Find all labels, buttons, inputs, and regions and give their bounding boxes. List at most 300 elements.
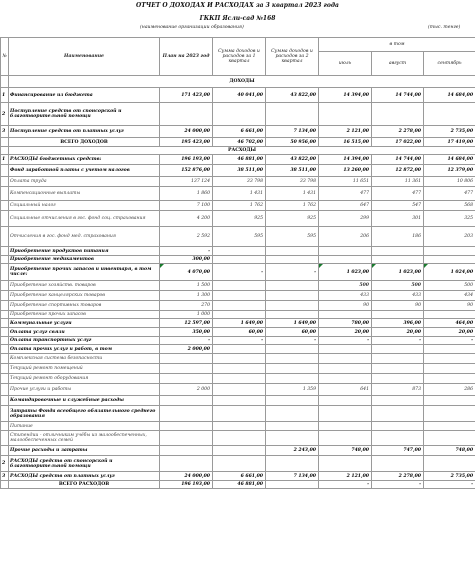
cell-m2: 14 744,00	[372, 155, 424, 165]
cell-q1: -	[213, 264, 266, 281]
row-label: Приобретение продуктов питания	[9, 247, 160, 256]
row-number	[1, 201, 9, 211]
row-number	[1, 481, 9, 489]
cell-m3	[424, 396, 475, 406]
table-row	[1, 364, 475, 374]
row-number	[1, 301, 9, 311]
cell-m3	[424, 374, 475, 384]
row-label: Питание	[9, 422, 160, 431]
cell-q2	[266, 396, 319, 406]
cell-q1: 925	[213, 211, 266, 227]
cell-m3: 12 379,00	[424, 165, 475, 177]
cell-plan: 137 124	[160, 177, 213, 187]
cell-m2	[372, 406, 424, 422]
cell-m2	[372, 431, 424, 446]
cell-q1	[213, 406, 266, 422]
row-label: РАСХОДЫ средств от спонсорской и благотворительной помощи	[9, 456, 160, 472]
cell-q2	[266, 256, 319, 264]
cell-m2: -	[372, 481, 424, 489]
cell-m2	[372, 422, 424, 431]
cell-q1	[213, 422, 266, 431]
cell-q2	[266, 301, 319, 311]
row-number: 2	[1, 456, 9, 472]
row-number	[1, 319, 9, 328]
cell-plan: 1 860	[160, 187, 213, 201]
cell-plan: 270	[160, 301, 213, 311]
cell-m1	[319, 256, 372, 264]
cell-m3: 203	[424, 227, 475, 247]
cell-m2: 301	[372, 211, 424, 227]
cell-plan: 2 000	[160, 384, 213, 396]
row-label: Приобретение хозяйств. товаров	[9, 281, 160, 291]
cell-m3	[424, 422, 475, 431]
row-label: Приобретение прочих запасов и инвентаря, в том числе:	[9, 264, 160, 281]
row-label: Прочие расходы и затраты	[9, 446, 160, 456]
cell-m3: 464,00	[424, 319, 475, 328]
cell-m3	[424, 247, 475, 256]
cell-m1	[319, 456, 372, 472]
row-number	[1, 177, 9, 187]
row-number	[1, 422, 9, 431]
cell-q2: 1 359	[266, 384, 319, 396]
cell-m3: 477	[424, 187, 475, 201]
cell-q1: 60,00	[213, 328, 266, 337]
cell-q1	[213, 301, 266, 311]
table-row	[1, 396, 475, 406]
cell-plan: 4 070,00	[160, 264, 213, 281]
table-row	[1, 227, 475, 247]
cell-m3: 434	[424, 291, 475, 301]
row-number	[1, 187, 9, 201]
table-row	[1, 481, 475, 489]
cell-m2	[372, 374, 424, 384]
table-row	[1, 264, 475, 281]
row-number	[1, 227, 9, 247]
table-row	[1, 456, 475, 472]
cell-m3: -	[424, 337, 475, 345]
cell-plan: 7 100	[160, 201, 213, 211]
cell-q2	[266, 374, 319, 384]
row-label: Затраты Фонда всеобщего обязательного среднего образования	[9, 406, 160, 422]
row-label: Отчисления в гос. фонд мед. страхования	[9, 227, 160, 247]
cell-q2	[266, 247, 319, 256]
cell-m3: 17 419,00	[424, 138, 475, 147]
table-row	[1, 406, 475, 422]
cell-q2: -	[266, 264, 319, 281]
row-label: Финансирование из бюджета	[9, 88, 160, 103]
cell-q2: 38 511,00	[266, 165, 319, 177]
cell-m1: -	[319, 481, 372, 489]
cell-m2: 873	[372, 384, 424, 396]
cell-q2	[266, 456, 319, 472]
cell-m2: 90	[372, 301, 424, 311]
cell-m3	[424, 406, 475, 422]
cell-m3	[424, 431, 475, 446]
cell-m3: 325	[424, 211, 475, 227]
cell-m1	[319, 247, 372, 256]
cell-q2	[266, 281, 319, 291]
cell-q2	[266, 422, 319, 431]
table-row	[1, 337, 475, 345]
cell-m1: 748,00	[319, 446, 372, 456]
cell-q1	[213, 431, 266, 446]
header-row-1	[1, 38, 475, 52]
row-label: Оплата услуг связи	[9, 328, 160, 337]
cell-m1: 1 023,00	[319, 264, 372, 281]
row-number	[1, 431, 9, 446]
row-label: Приобретение медикаментов	[9, 256, 160, 264]
table-row	[1, 328, 475, 337]
cell-q2: 1 649,00	[266, 319, 319, 328]
cell-m2: 20,00	[372, 328, 424, 337]
cell-q2: 33 798	[266, 177, 319, 187]
cell-q1: 1 649,00	[213, 319, 266, 328]
row-label: Прочие услуги и работы	[9, 384, 160, 396]
cell-m1	[319, 422, 372, 431]
row-number	[1, 281, 9, 291]
cell-m1: 2 121,00	[319, 126, 372, 138]
cell-m3: 90	[424, 301, 475, 311]
cell-m3: 2 735,00	[424, 472, 475, 481]
cell-m1: 14 394,00	[319, 88, 372, 103]
cell-m3: 748,00	[424, 446, 475, 456]
cell-m1	[319, 374, 372, 384]
cell-q2: 43 822,00	[266, 88, 319, 103]
cell-q1: 1 431	[213, 187, 266, 201]
table-row	[1, 88, 475, 103]
cell-q2	[266, 311, 319, 319]
row-label: ВСЕГО РАСХОДОВ	[9, 481, 160, 489]
cell-q1: 33 798	[213, 177, 266, 187]
cell-q1	[213, 291, 266, 301]
row-number	[1, 374, 9, 384]
cell-q1: 1 762	[213, 201, 266, 211]
cell-m3: 10 806	[424, 177, 475, 187]
row-label: Социальные отчисления в гос. фонд соц. страхования	[9, 211, 160, 227]
row-label: Командировочные и служебные расходы	[9, 396, 160, 406]
cell-m2: 747,00	[372, 446, 424, 456]
cell-m1: 20,00	[319, 328, 372, 337]
cell-q2	[266, 364, 319, 374]
row-label: Фонд заработной платы с учетом налогов	[9, 165, 160, 177]
table-row	[1, 103, 475, 126]
row-number: 1	[1, 88, 9, 103]
cell-m3: 14 684,00	[424, 155, 475, 165]
cell-plan	[160, 354, 213, 364]
cell-m3: 2 735,00	[424, 126, 475, 138]
cell-q1: 6 661,00	[213, 126, 266, 138]
cell-plan: 195 423,00	[160, 138, 213, 147]
cell-m3	[424, 345, 475, 354]
cell-plan	[160, 364, 213, 374]
cell-m2: 17 022,00	[372, 138, 424, 147]
cell-q1: 46 881,00	[213, 155, 266, 165]
unit-caption: (тыс. тенге)	[428, 25, 461, 30]
cell-plan: 2 592	[160, 227, 213, 247]
row-number	[1, 328, 9, 337]
cell-warning-marker	[319, 264, 323, 268]
row-number: 3	[1, 126, 9, 138]
cell-m2: 396,00	[372, 319, 424, 328]
cell-q1: -	[213, 337, 266, 345]
cell-plan	[160, 422, 213, 431]
cell-q2: 1 431	[266, 187, 319, 201]
cell-q2	[266, 431, 319, 446]
row-label: Поступление средств от спонсорской и благотворительной помощи	[9, 103, 160, 126]
row-label: РАСХОДЫ средств от платных услуг	[9, 472, 160, 481]
row-number: 2	[1, 103, 9, 126]
row-label: Комплексная система безопасности	[9, 354, 160, 364]
table-row	[1, 345, 475, 354]
cell-m1: 2 121,00	[319, 472, 372, 481]
row-number	[1, 138, 9, 147]
cell-m1	[319, 103, 372, 126]
row-label: Приобретение канцелярских товаров	[9, 291, 160, 301]
table-row	[1, 422, 475, 431]
cell-m2: 14 744,00	[372, 88, 424, 103]
table-row	[1, 201, 475, 211]
cell-plan	[160, 431, 213, 446]
cell-q2: 1 762	[266, 201, 319, 211]
row-label: Текущий ремонт оборудования	[9, 374, 160, 384]
cell-m2	[372, 345, 424, 354]
row-label: Компенсационные выплаты	[9, 187, 160, 201]
cell-m3	[424, 364, 475, 374]
cell-q1	[213, 364, 266, 374]
table-row	[1, 155, 475, 165]
table-row	[1, 319, 475, 328]
report-title: ОТЧЕТ О ДОХОДАХ И РАСХОДАХ за 3 квартал 2023 года	[136, 2, 339, 9]
cell-plan	[160, 406, 213, 422]
cell-plan: 1 500	[160, 281, 213, 291]
table-row	[1, 165, 475, 177]
cell-plan	[160, 374, 213, 384]
cell-m2	[372, 256, 424, 264]
table-row	[1, 472, 475, 481]
row-label: Оплата транспортных услуг	[9, 337, 160, 345]
cell-q2: 595	[266, 227, 319, 247]
cell-m2: 547	[372, 201, 424, 211]
cell-m3: 568	[424, 201, 475, 211]
cell-q1: 595	[213, 227, 266, 247]
row-label: Социальный налог	[9, 201, 160, 211]
cell-q2: 925	[266, 211, 319, 227]
cell-m2: 433	[372, 291, 424, 301]
section-spacer	[1, 76, 9, 88]
cell-m1: 14 394,00	[319, 155, 372, 165]
cell-q1	[213, 345, 266, 354]
cell-m1: 647	[319, 201, 372, 211]
cell-m3: 286	[424, 384, 475, 396]
row-label: Стипендии - отличникам учёбы из малообеспеченных, малообеспеченных семей	[9, 431, 160, 446]
cell-q1	[213, 384, 266, 396]
row-label: Оплата труда	[9, 177, 160, 187]
cell-m3	[424, 311, 475, 319]
cell-q1: 38 511,00	[213, 165, 266, 177]
col-header-q1: Сумма доходов и расходов за 1 квартал	[213, 38, 266, 76]
row-number	[1, 264, 9, 281]
cell-plan: 2 000,00	[160, 345, 213, 354]
cell-q2	[266, 354, 319, 364]
cell-q2: -	[266, 337, 319, 345]
col-header-no: №	[1, 38, 9, 76]
cell-plan: 1 300	[160, 291, 213, 301]
row-number: 3	[1, 472, 9, 481]
cell-q2: 7 134,00	[266, 472, 319, 481]
row-number	[1, 384, 9, 396]
cell-q1	[213, 396, 266, 406]
cell-m3: 1 024,00	[424, 264, 475, 281]
cell-m1: 16 515,00	[319, 138, 372, 147]
table-row	[1, 187, 475, 201]
row-number: 1	[1, 155, 9, 165]
cell-m1	[319, 406, 372, 422]
cell-plan: 1 000	[160, 311, 213, 319]
cell-plan	[160, 456, 213, 472]
table-row	[1, 281, 475, 291]
row-number	[1, 256, 9, 264]
table-row	[1, 177, 475, 187]
report-table-body	[1, 38, 475, 489]
organization-name: ГККП Ясли-сад №168	[199, 15, 276, 22]
cell-q2: 60,00	[266, 328, 319, 337]
cell-q1	[213, 103, 266, 126]
col-header-name: Наименование	[9, 38, 160, 76]
cell-plan	[160, 396, 213, 406]
cell-q2	[266, 345, 319, 354]
cell-warning-marker	[372, 264, 376, 268]
cell-q2	[266, 481, 319, 489]
cell-m2	[372, 247, 424, 256]
cell-q2	[266, 103, 319, 126]
cell-m2: 12 872,00	[372, 165, 424, 177]
row-number	[1, 364, 9, 374]
row-label: РАСХОДЫ бюджетных средств:	[9, 155, 160, 165]
cell-q1: 6 661,00	[213, 472, 266, 481]
cell-q2	[266, 406, 319, 422]
cell-plan: 4 200	[160, 211, 213, 227]
row-number	[1, 396, 9, 406]
cell-m3: -	[424, 481, 475, 489]
cell-q1	[213, 256, 266, 264]
table-row	[1, 311, 475, 319]
col-header-july: июль	[319, 52, 372, 76]
cell-m2: 500	[372, 281, 424, 291]
col-header-q2: Сумма доходов и расходов за 2 квартал	[266, 38, 319, 76]
cell-m2	[372, 311, 424, 319]
cell-q1	[213, 281, 266, 291]
cell-q2: 50 956,00	[266, 138, 319, 147]
cell-m1: 780,00	[319, 319, 372, 328]
cell-plan: -	[160, 337, 213, 345]
row-label: Текущий ремонт помещений	[9, 364, 160, 374]
cell-m3: 20,00	[424, 328, 475, 337]
cell-plan: 350,00	[160, 328, 213, 337]
cell-q1: 40 041,00	[213, 88, 266, 103]
col-header-august: август	[372, 52, 424, 76]
table-row	[1, 256, 475, 264]
cell-q1	[213, 311, 266, 319]
cell-plan: 12 597,00	[160, 319, 213, 328]
cell-m1	[319, 396, 372, 406]
section-spacer	[1, 147, 9, 155]
cell-m3: 14 684,00	[424, 88, 475, 103]
table-row	[1, 446, 475, 456]
cell-warning-marker	[424, 264, 428, 268]
cell-m3	[424, 103, 475, 126]
row-label: ВСЕГО ДОХОДОВ	[9, 138, 160, 147]
cell-q1: 46 702,00	[213, 138, 266, 147]
table-row	[1, 247, 475, 256]
cell-plan: 196 193,00	[160, 155, 213, 165]
cell-m1: 206	[319, 227, 372, 247]
cell-q1: 46 881,00	[213, 481, 266, 489]
table-row	[1, 126, 475, 138]
cell-m1: 477	[319, 187, 372, 201]
cell-m3	[424, 256, 475, 264]
row-label: Оплата прочих услуг и работ, в том	[9, 345, 160, 354]
cell-m1: 641	[319, 384, 372, 396]
table-row	[1, 374, 475, 384]
cell-plan: -	[160, 247, 213, 256]
row-number	[1, 337, 9, 345]
cell-m2: 186	[372, 227, 424, 247]
cell-m1	[319, 345, 372, 354]
cell-q2	[266, 291, 319, 301]
row-label: Коммунальные услуги	[9, 319, 160, 328]
col-header-september: сентябрь	[424, 52, 475, 76]
cell-m1: 433	[319, 291, 372, 301]
table-row	[1, 138, 475, 147]
cell-m1	[319, 364, 372, 374]
row-number	[1, 247, 9, 256]
table-row	[1, 384, 475, 396]
cell-q2: 7 134,00	[266, 126, 319, 138]
cell-m1: 90	[319, 301, 372, 311]
cell-plan: 300,00	[160, 256, 213, 264]
cell-m3	[424, 354, 475, 364]
cell-warning-marker	[160, 264, 164, 268]
section-row	[1, 147, 475, 155]
table-row	[1, 354, 475, 364]
col-header-including: в том	[319, 38, 475, 52]
cell-m2: 477	[372, 187, 424, 201]
cell-m2	[372, 396, 424, 406]
cell-plan: 171 423,00	[160, 88, 213, 103]
cell-plan: 24 000,00	[160, 472, 213, 481]
cell-m2	[372, 354, 424, 364]
table-row	[1, 211, 475, 227]
cell-m1	[319, 431, 372, 446]
table-row	[1, 301, 475, 311]
cell-m1: 500	[319, 281, 372, 291]
cell-q2: 43 822,00	[266, 155, 319, 165]
cell-m1: 11 651	[319, 177, 372, 187]
cell-q1	[213, 446, 266, 456]
cell-m1: 299	[319, 211, 372, 227]
organization-caption: (наименование организации образования)	[140, 25, 244, 30]
row-number	[1, 446, 9, 456]
cell-plan	[160, 446, 213, 456]
section-row	[1, 76, 475, 88]
row-number	[1, 345, 9, 354]
row-number	[1, 211, 9, 227]
cell-m2	[372, 364, 424, 374]
section-title: ДОХОДЫ	[9, 76, 475, 88]
table-row	[1, 291, 475, 301]
row-number	[1, 291, 9, 301]
row-label: Поступление средств от платных услуг	[9, 126, 160, 138]
